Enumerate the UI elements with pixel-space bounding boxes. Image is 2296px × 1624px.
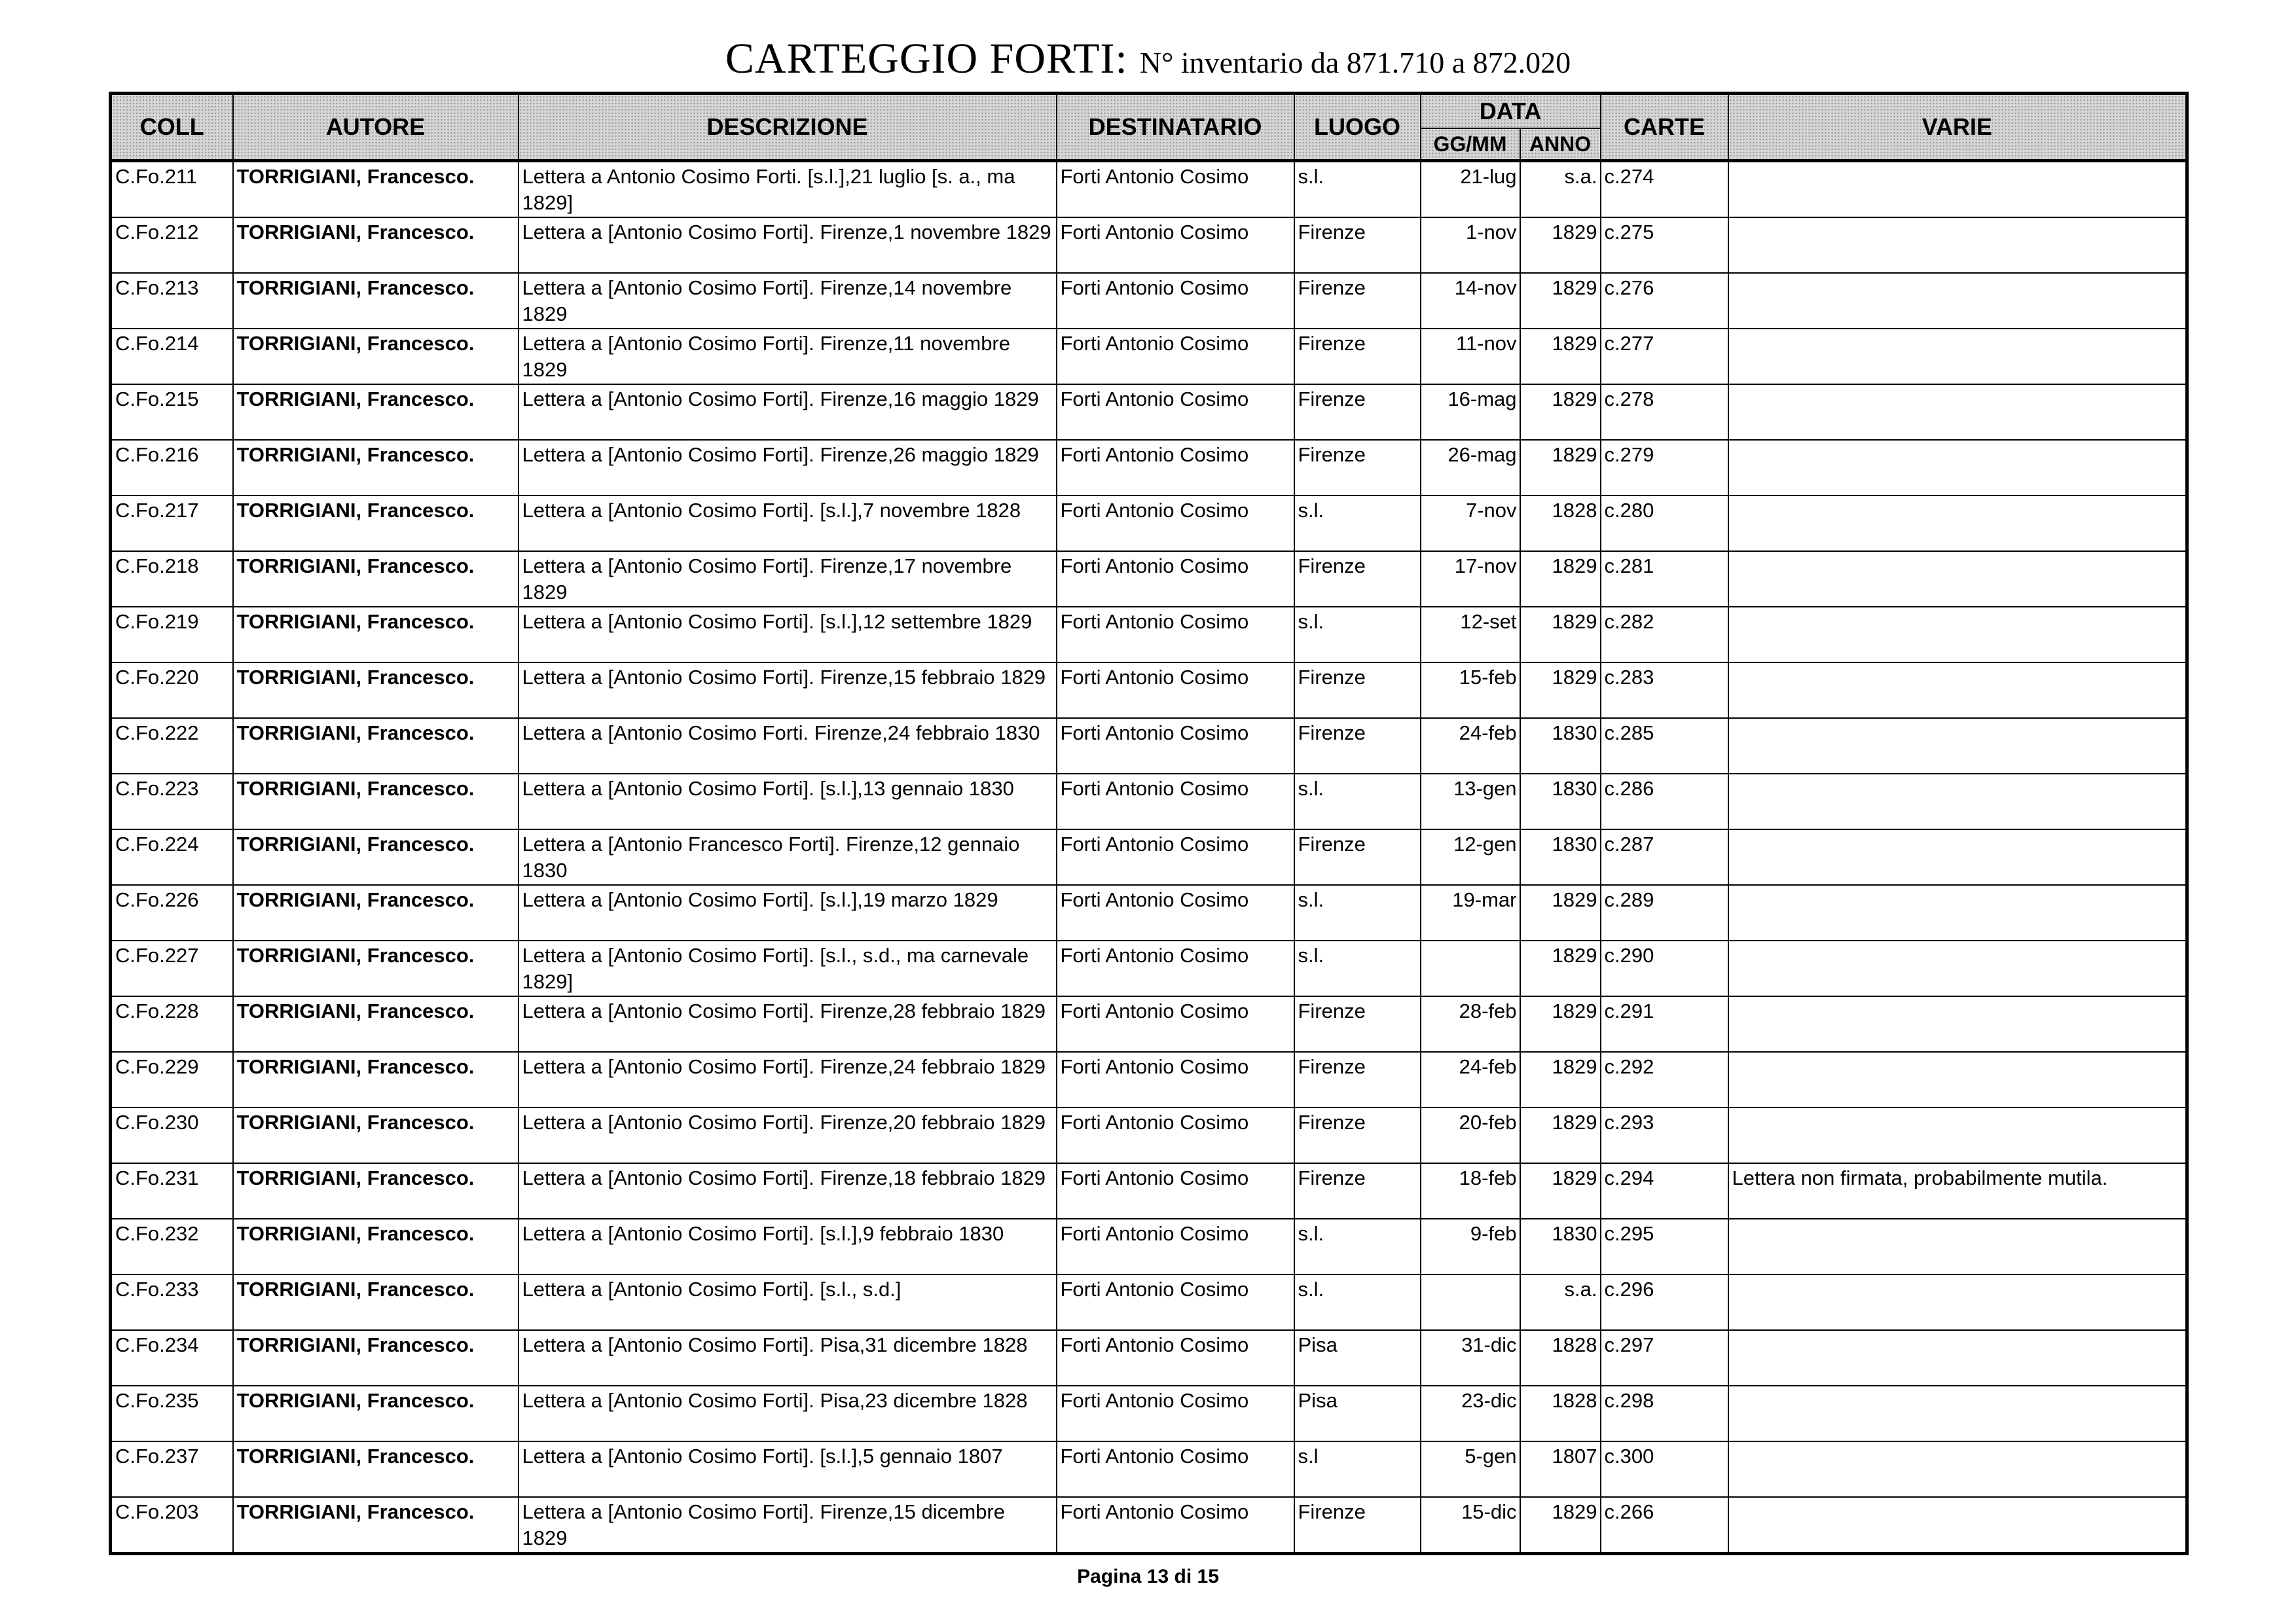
table-row — [111, 1386, 2187, 1441]
cell-luogo: Firenze — [1294, 718, 1421, 774]
cell-varie: Lettera non firmata, probabilmente mutila. — [1728, 1163, 2187, 1219]
table-row — [111, 1219, 2187, 1274]
table-row — [111, 996, 2187, 1052]
cell-coll: C.Fo.237 — [111, 1441, 233, 1497]
cell-autore: TORRIGIANI, Francesco. — [233, 161, 519, 218]
cell-varie — [1728, 329, 2187, 384]
cell-coll: C.Fo.226 — [111, 885, 233, 941]
table-row — [111, 829, 2187, 885]
header-autore: AUTORE — [233, 94, 519, 161]
cell-anno: 1829 — [1520, 1163, 1601, 1219]
cell-descrizione: Lettera a [Antonio Cosimo Forti]. Firenze,20 febbraio 1829 — [519, 1108, 1057, 1163]
cell-coll: C.Fo.228 — [111, 996, 233, 1052]
cell-varie — [1728, 1219, 2187, 1274]
table-row — [111, 885, 2187, 941]
header-anno: ANNO — [1520, 128, 1601, 161]
cell-autore: TORRIGIANI, Francesco. — [233, 329, 519, 384]
cell-ggmm: 26-mag — [1421, 440, 1520, 496]
cell-coll: C.Fo.224 — [111, 829, 233, 885]
cell-carte: c.289 — [1601, 885, 1728, 941]
cell-destinatario: Forti Antonio Cosimo — [1057, 1052, 1294, 1108]
header-data: DATA — [1421, 94, 1601, 129]
table-row — [111, 329, 2187, 384]
cell-carte: c.291 — [1601, 996, 1728, 1052]
table-row — [111, 1108, 2187, 1163]
cell-ggmm: 21-lug — [1421, 161, 1520, 218]
table-row — [111, 1441, 2187, 1497]
cell-anno: 1830 — [1520, 718, 1601, 774]
cell-descrizione: Lettera a [Antonio Cosimo Forti]. Firenze,11 novembre 1829 — [519, 329, 1057, 384]
cell-destinatario: Forti Antonio Cosimo — [1057, 1441, 1294, 1497]
cell-coll: C.Fo.233 — [111, 1274, 233, 1330]
header-descrizione: DESCRIZIONE — [519, 94, 1057, 161]
cell-carte: c.283 — [1601, 662, 1728, 718]
cell-autore: TORRIGIANI, Francesco. — [233, 1163, 519, 1219]
cell-varie — [1728, 607, 2187, 662]
table-row — [111, 440, 2187, 496]
table-row — [111, 607, 2187, 662]
cell-autore: TORRIGIANI, Francesco. — [233, 662, 519, 718]
cell-coll: C.Fo.227 — [111, 941, 233, 996]
title-main: CARTEGGIO FORTI: — [725, 35, 1128, 82]
table-row — [111, 1163, 2187, 1219]
table-row — [111, 718, 2187, 774]
cell-luogo: s.l. — [1294, 941, 1421, 996]
cell-ggmm: 17-nov — [1421, 551, 1520, 607]
cell-anno: s.a. — [1520, 161, 1601, 218]
cell-luogo: Firenze — [1294, 996, 1421, 1052]
page-number: Pagina 13 di 15 — [1077, 1566, 1219, 1587]
cell-ggmm: 13-gen — [1421, 774, 1520, 829]
cell-autore: TORRIGIANI, Francesco. — [233, 1052, 519, 1108]
cell-luogo: s.l. — [1294, 774, 1421, 829]
cell-luogo: Firenze — [1294, 273, 1421, 329]
table-row — [111, 941, 2187, 996]
cell-ggmm: 16-mag — [1421, 384, 1520, 440]
cell-carte: c.286 — [1601, 774, 1728, 829]
cell-luogo: Firenze — [1294, 1497, 1421, 1554]
cell-luogo: s.l. — [1294, 607, 1421, 662]
cell-descrizione: Lettera a [Antonio Cosimo Forti]. Pisa,31 dicembre 1828 — [519, 1330, 1057, 1386]
cell-destinatario: Forti Antonio Cosimo — [1057, 273, 1294, 329]
table-row — [111, 1497, 2187, 1554]
cell-luogo: Firenze — [1294, 1052, 1421, 1108]
cell-carte: c.292 — [1601, 1052, 1728, 1108]
cell-descrizione: Lettera a [Antonio Cosimo Forti]. Firenze,15 febbraio 1829 — [519, 662, 1057, 718]
cell-luogo: Firenze — [1294, 384, 1421, 440]
table-row — [111, 662, 2187, 718]
cell-destinatario: Forti Antonio Cosimo — [1057, 885, 1294, 941]
cell-anno: 1830 — [1520, 774, 1601, 829]
cell-destinatario: Forti Antonio Cosimo — [1057, 217, 1294, 273]
cell-autore: TORRIGIANI, Francesco. — [233, 1441, 519, 1497]
cell-autore: TORRIGIANI, Francesco. — [233, 1274, 519, 1330]
cell-autore: TORRIGIANI, Francesco. — [233, 551, 519, 607]
table-row — [111, 161, 2187, 218]
cell-anno: 1829 — [1520, 1108, 1601, 1163]
cell-luogo: Firenze — [1294, 217, 1421, 273]
cell-descrizione: Lettera a [Antonio Cosimo Forti]. [s.l., s.d., ma carnevale 1829] — [519, 941, 1057, 996]
cell-anno: 1829 — [1520, 885, 1601, 941]
cell-coll: C.Fo.216 — [111, 440, 233, 496]
cell-coll: C.Fo.203 — [111, 1497, 233, 1554]
table-row — [111, 217, 2187, 273]
cell-ggmm: 11-nov — [1421, 329, 1520, 384]
cell-anno: 1829 — [1520, 384, 1601, 440]
cell-coll: C.Fo.219 — [111, 607, 233, 662]
cell-varie — [1728, 1441, 2187, 1497]
cell-descrizione: Lettera a [Antonio Cosimo Forti]. [s.l.],9 febbraio 1830 — [519, 1219, 1057, 1274]
cell-autore: TORRIGIANI, Francesco. — [233, 829, 519, 885]
cell-autore: TORRIGIANI, Francesco. — [233, 774, 519, 829]
table-row — [111, 496, 2187, 551]
cell-coll: C.Fo.229 — [111, 1052, 233, 1108]
cell-carte: c.266 — [1601, 1497, 1728, 1554]
cell-varie — [1728, 1386, 2187, 1441]
cell-autore: TORRIGIANI, Francesco. — [233, 607, 519, 662]
cell-varie — [1728, 273, 2187, 329]
cell-descrizione: Lettera a [Antonio Cosimo Forti. Firenze,24 febbraio 1830 — [519, 718, 1057, 774]
cell-destinatario: Forti Antonio Cosimo — [1057, 774, 1294, 829]
cell-descrizione: Lettera a [Antonio Cosimo Forti]. [s.l.],5 gennaio 1807 — [519, 1441, 1057, 1497]
header-carte: CARTE — [1601, 94, 1728, 161]
cell-autore: TORRIGIANI, Francesco. — [233, 1219, 519, 1274]
cell-varie — [1728, 440, 2187, 496]
cell-anno: s.a. — [1520, 1274, 1601, 1330]
cell-anno: 1830 — [1520, 1219, 1601, 1274]
cell-varie — [1728, 217, 2187, 273]
cell-varie — [1728, 496, 2187, 551]
cell-varie — [1728, 1274, 2187, 1330]
cell-ggmm: 5-gen — [1421, 1441, 1520, 1497]
cell-carte: c.278 — [1601, 384, 1728, 440]
cell-autore: TORRIGIANI, Francesco. — [233, 384, 519, 440]
table-row — [111, 551, 2187, 607]
table-row — [111, 1274, 2187, 1330]
cell-varie — [1728, 161, 2187, 218]
cell-descrizione: Lettera a [Antonio Cosimo Forti]. Firenze,1 novembre 1829 — [519, 217, 1057, 273]
table-row — [111, 1052, 2187, 1108]
cell-destinatario: Forti Antonio Cosimo — [1057, 440, 1294, 496]
cell-destinatario: Forti Antonio Cosimo — [1057, 662, 1294, 718]
cell-carte: c.295 — [1601, 1219, 1728, 1274]
cell-autore: TORRIGIANI, Francesco. — [233, 1386, 519, 1441]
cell-luogo: Pisa — [1294, 1386, 1421, 1441]
cell-destinatario: Forti Antonio Cosimo — [1057, 161, 1294, 218]
cell-coll: C.Fo.235 — [111, 1386, 233, 1441]
cell-varie — [1728, 941, 2187, 996]
cell-ggmm: 28-feb — [1421, 996, 1520, 1052]
cell-descrizione: Lettera a [Antonio Cosimo Forti]. Firenze,28 febbraio 1829 — [519, 996, 1057, 1052]
cell-descrizione: Lettera a [Antonio Cosimo Forti]. [s.l.],12 settembre 1829 — [519, 607, 1057, 662]
cell-carte: c.276 — [1601, 273, 1728, 329]
cell-descrizione: Lettera a [Antonio Cosimo Forti]. [s.l.],13 gennaio 1830 — [519, 774, 1057, 829]
cell-carte: c.298 — [1601, 1386, 1728, 1441]
cell-autore: TORRIGIANI, Francesco. — [233, 885, 519, 941]
cell-coll: C.Fo.234 — [111, 1330, 233, 1386]
cell-varie — [1728, 662, 2187, 718]
cell-ggmm: 15-dic — [1421, 1497, 1520, 1554]
header-varie: VARIE — [1728, 94, 2187, 161]
cell-descrizione: Lettera a [Antonio Cosimo Forti]. Pisa,23 dicembre 1828 — [519, 1386, 1057, 1441]
cell-descrizione: Lettera a [Antonio Cosimo Forti]. Firenze,14 novembre 1829 — [519, 273, 1057, 329]
cell-ggmm: 9-feb — [1421, 1219, 1520, 1274]
cell-autore: TORRIGIANI, Francesco. — [233, 440, 519, 496]
cell-luogo: Firenze — [1294, 662, 1421, 718]
page-title — [0, 34, 2296, 84]
cell-ggmm: 18-feb — [1421, 1163, 1520, 1219]
cell-coll: C.Fo.214 — [111, 329, 233, 384]
cell-luogo: s.l — [1294, 1441, 1421, 1497]
cell-destinatario: Forti Antonio Cosimo — [1057, 718, 1294, 774]
title-sub: N° inventario da 871.710 a 872.020 — [1139, 46, 1571, 79]
cell-ggmm: 7-nov — [1421, 496, 1520, 551]
table-row — [111, 384, 2187, 440]
cell-destinatario: Forti Antonio Cosimo — [1057, 1497, 1294, 1554]
cell-destinatario: Forti Antonio Cosimo — [1057, 1163, 1294, 1219]
cell-anno: 1828 — [1520, 1386, 1601, 1441]
cell-anno: 1830 — [1520, 829, 1601, 885]
cell-autore: TORRIGIANI, Francesco. — [233, 217, 519, 273]
cell-anno: 1829 — [1520, 607, 1601, 662]
cell-luogo: Firenze — [1294, 551, 1421, 607]
cell-varie — [1728, 885, 2187, 941]
cell-descrizione: Lettera a [Antonio Cosimo Forti]. [s.l., s.d.] — [519, 1274, 1057, 1330]
table-row — [111, 774, 2187, 829]
cell-anno: 1807 — [1520, 1441, 1601, 1497]
cell-ggmm — [1421, 1274, 1520, 1330]
cell-anno: 1829 — [1520, 329, 1601, 384]
cell-varie — [1728, 774, 2187, 829]
cell-carte: c.293 — [1601, 1108, 1728, 1163]
cell-ggmm: 1-nov — [1421, 217, 1520, 273]
cell-coll: C.Fo.220 — [111, 662, 233, 718]
cell-ggmm: 19-mar — [1421, 885, 1520, 941]
cell-autore: TORRIGIANI, Francesco. — [233, 273, 519, 329]
cell-coll: C.Fo.215 — [111, 384, 233, 440]
cell-destinatario: Forti Antonio Cosimo — [1057, 1330, 1294, 1386]
cell-varie — [1728, 1497, 2187, 1554]
cell-coll: C.Fo.212 — [111, 217, 233, 273]
cell-destinatario: Forti Antonio Cosimo — [1057, 496, 1294, 551]
cell-coll: C.Fo.230 — [111, 1108, 233, 1163]
cell-destinatario: Forti Antonio Cosimo — [1057, 384, 1294, 440]
cell-descrizione: Lettera a [Antonio Cosimo Forti]. Firenze,15 dicembre 1829 — [519, 1497, 1057, 1554]
header-coll: COLL — [111, 94, 233, 161]
header-destinatario: DESTINATARIO — [1057, 94, 1294, 161]
cell-varie — [1728, 1330, 2187, 1386]
cell-carte: c.290 — [1601, 941, 1728, 996]
cell-luogo: Firenze — [1294, 1108, 1421, 1163]
inventory-table — [109, 92, 2189, 1555]
cell-luogo: s.l. — [1294, 1274, 1421, 1330]
cell-autore: TORRIGIANI, Francesco. — [233, 941, 519, 996]
cell-varie — [1728, 551, 2187, 607]
cell-carte: c.300 — [1601, 1441, 1728, 1497]
cell-ggmm: 24-feb — [1421, 718, 1520, 774]
cell-destinatario: Forti Antonio Cosimo — [1057, 1274, 1294, 1330]
cell-ggmm: 12-set — [1421, 607, 1520, 662]
cell-carte: c.285 — [1601, 718, 1728, 774]
cell-destinatario: Forti Antonio Cosimo — [1057, 1386, 1294, 1441]
table-body — [111, 161, 2187, 1554]
cell-carte: c.282 — [1601, 607, 1728, 662]
cell-carte: c.281 — [1601, 551, 1728, 607]
cell-descrizione: Lettera a [Antonio Cosimo Forti]. Firenze,24 febbraio 1829 — [519, 1052, 1057, 1108]
cell-carte: c.296 — [1601, 1274, 1728, 1330]
cell-varie — [1728, 718, 2187, 774]
cell-luogo: Pisa — [1294, 1330, 1421, 1386]
cell-ggmm: 24-feb — [1421, 1052, 1520, 1108]
cell-anno: 1829 — [1520, 217, 1601, 273]
cell-coll: C.Fo.223 — [111, 774, 233, 829]
cell-carte: c.277 — [1601, 329, 1728, 384]
cell-ggmm: 20-feb — [1421, 1108, 1520, 1163]
cell-carte: c.294 — [1601, 1163, 1728, 1219]
cell-anno: 1829 — [1520, 662, 1601, 718]
cell-anno: 1829 — [1520, 1497, 1601, 1554]
cell-ggmm: 14-nov — [1421, 273, 1520, 329]
cell-descrizione: Lettera a Antonio Cosimo Forti. [s.l.],21 luglio [s. a., ma 1829] — [519, 161, 1057, 218]
cell-luogo: s.l. — [1294, 1219, 1421, 1274]
cell-destinatario: Forti Antonio Cosimo — [1057, 329, 1294, 384]
cell-descrizione: Lettera a [Antonio Cosimo Forti]. [s.l.],19 marzo 1829 — [519, 885, 1057, 941]
header-ggmm: GG/MM — [1421, 128, 1520, 161]
cell-coll: C.Fo.211 — [111, 161, 233, 218]
cell-coll: C.Fo.231 — [111, 1163, 233, 1219]
cell-autore: TORRIGIANI, Francesco. — [233, 1330, 519, 1386]
cell-anno: 1829 — [1520, 440, 1601, 496]
cell-destinatario: Forti Antonio Cosimo — [1057, 551, 1294, 607]
table-row — [111, 1330, 2187, 1386]
cell-destinatario: Forti Antonio Cosimo — [1057, 1108, 1294, 1163]
cell-carte: c.280 — [1601, 496, 1728, 551]
cell-anno: 1829 — [1520, 941, 1601, 996]
cell-anno: 1829 — [1520, 273, 1601, 329]
cell-coll: C.Fo.213 — [111, 273, 233, 329]
cell-carte: c.275 — [1601, 217, 1728, 273]
cell-descrizione: Lettera a [Antonio Cosimo Forti]. [s.l.],7 novembre 1828 — [519, 496, 1057, 551]
cell-varie — [1728, 829, 2187, 885]
cell-destinatario: Forti Antonio Cosimo — [1057, 941, 1294, 996]
cell-luogo: Firenze — [1294, 1163, 1421, 1219]
cell-autore: TORRIGIANI, Francesco. — [233, 1108, 519, 1163]
cell-carte: c.297 — [1601, 1330, 1728, 1386]
cell-descrizione: Lettera a [Antonio Francesco Forti]. Firenze,12 gennaio 1830 — [519, 829, 1057, 885]
cell-varie — [1728, 1108, 2187, 1163]
cell-descrizione: Lettera a [Antonio Cosimo Forti]. Firenze,18 febbraio 1829 — [519, 1163, 1057, 1219]
cell-carte: c.287 — [1601, 829, 1728, 885]
cell-carte: c.279 — [1601, 440, 1728, 496]
cell-anno: 1829 — [1520, 996, 1601, 1052]
cell-luogo: Firenze — [1294, 440, 1421, 496]
cell-ggmm: 31-dic — [1421, 1330, 1520, 1386]
cell-luogo: Firenze — [1294, 829, 1421, 885]
cell-ggmm: 15-feb — [1421, 662, 1520, 718]
cell-descrizione: Lettera a [Antonio Cosimo Forti]. Firenze,16 maggio 1829 — [519, 384, 1057, 440]
cell-anno: 1829 — [1520, 551, 1601, 607]
cell-autore: TORRIGIANI, Francesco. — [233, 718, 519, 774]
cell-ggmm: 12-gen — [1421, 829, 1520, 885]
cell-destinatario: Forti Antonio Cosimo — [1057, 996, 1294, 1052]
cell-anno: 1828 — [1520, 496, 1601, 551]
cell-destinatario: Forti Antonio Cosimo — [1057, 829, 1294, 885]
cell-ggmm — [1421, 941, 1520, 996]
cell-varie — [1728, 996, 2187, 1052]
cell-carte: c.274 — [1601, 161, 1728, 218]
cell-luogo: Firenze — [1294, 329, 1421, 384]
cell-autore: TORRIGIANI, Francesco. — [233, 1497, 519, 1554]
cell-coll: C.Fo.222 — [111, 718, 233, 774]
header-luogo: LUOGO — [1294, 94, 1421, 161]
cell-varie — [1728, 384, 2187, 440]
cell-anno: 1829 — [1520, 1052, 1601, 1108]
cell-coll: C.Fo.232 — [111, 1219, 233, 1274]
cell-anno: 1828 — [1520, 1330, 1601, 1386]
cell-coll: C.Fo.218 — [111, 551, 233, 607]
cell-destinatario: Forti Antonio Cosimo — [1057, 607, 1294, 662]
cell-ggmm: 23-dic — [1421, 1386, 1520, 1441]
cell-descrizione: Lettera a [Antonio Cosimo Forti]. Firenze,17 novembre 1829 — [519, 551, 1057, 607]
cell-descrizione: Lettera a [Antonio Cosimo Forti]. Firenze,26 maggio 1829 — [519, 440, 1057, 496]
table-row — [111, 273, 2187, 329]
cell-luogo: s.l. — [1294, 161, 1421, 218]
cell-coll: C.Fo.217 — [111, 496, 233, 551]
cell-luogo: s.l. — [1294, 496, 1421, 551]
cell-varie — [1728, 1052, 2187, 1108]
cell-destinatario: Forti Antonio Cosimo — [1057, 1219, 1294, 1274]
cell-autore: TORRIGIANI, Francesco. — [233, 496, 519, 551]
cell-luogo: s.l. — [1294, 885, 1421, 941]
cell-autore: TORRIGIANI, Francesco. — [233, 996, 519, 1052]
